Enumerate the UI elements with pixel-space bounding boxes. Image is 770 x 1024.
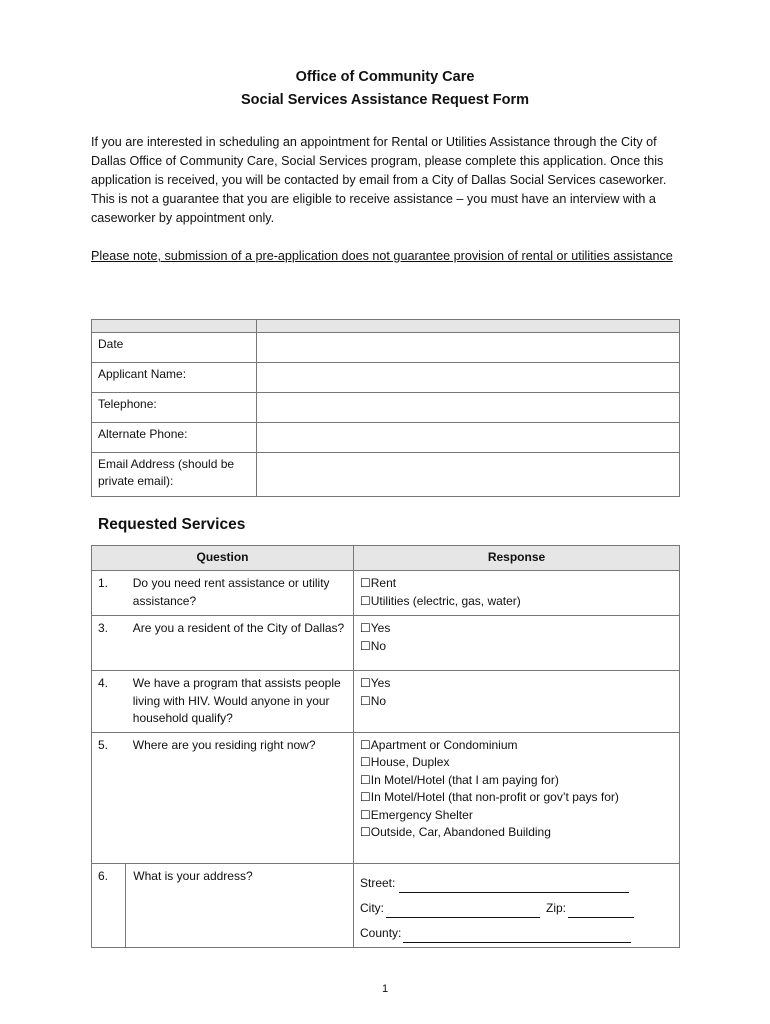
option-label: In Motel/Hotel (that I am paying for) bbox=[370, 772, 559, 787]
field-row-email bbox=[92, 453, 680, 497]
field-label-date: Date bbox=[92, 333, 257, 363]
question-text: Are you a resident of the City of Dallas? bbox=[126, 616, 354, 671]
option-no[interactable] bbox=[360, 638, 673, 656]
checkbox-icon[interactable]: ☐ bbox=[360, 790, 371, 804]
response-column-header: Response bbox=[354, 546, 680, 571]
option-label: No bbox=[370, 693, 387, 708]
county-label: County: bbox=[360, 926, 402, 940]
field-label-email: Email Address (should be private email): bbox=[92, 453, 257, 497]
checkbox-icon[interactable]: ☐ bbox=[360, 737, 371, 752]
checkbox-icon[interactable]: ☐ bbox=[360, 576, 371, 590]
field-label-alternate-phone: Alternate Phone: bbox=[92, 423, 257, 453]
option-yes[interactable] bbox=[360, 620, 673, 638]
option-label: Apartment or Condominium bbox=[370, 737, 518, 752]
question-row bbox=[92, 616, 680, 671]
header-cell-value bbox=[257, 320, 680, 333]
services-header-row bbox=[92, 546, 680, 571]
applicant-info-header-row bbox=[92, 320, 680, 333]
applicant-name-input[interactable] bbox=[257, 363, 680, 393]
option-label: Emergency Shelter bbox=[370, 807, 473, 822]
option-label: House, Duplex bbox=[370, 755, 450, 769]
applicant-info-table bbox=[91, 319, 680, 497]
page-title: Office of Community Care bbox=[295, 69, 475, 85]
checkbox-icon[interactable]: ☐ bbox=[360, 755, 371, 769]
response-cell bbox=[354, 616, 680, 671]
street-input[interactable] bbox=[399, 878, 629, 893]
page-subtitle: Social Services Assistance Request Form bbox=[241, 92, 529, 108]
checkbox-icon[interactable]: ☐ bbox=[360, 825, 371, 839]
field-label-telephone: Telephone: bbox=[92, 393, 257, 423]
option-outside[interactable] bbox=[360, 824, 673, 842]
option-label: Outside, Car, Abandoned Building bbox=[370, 825, 551, 839]
alternate-phone-input[interactable] bbox=[257, 423, 680, 453]
option-label: No bbox=[370, 638, 387, 653]
question-number: 6. bbox=[92, 863, 126, 947]
option-house[interactable] bbox=[360, 754, 673, 772]
question-row bbox=[92, 671, 680, 733]
county-line bbox=[360, 924, 673, 943]
page-number: 1 bbox=[381, 983, 389, 995]
option-yes[interactable] bbox=[360, 675, 673, 693]
street-label: Street: bbox=[360, 876, 396, 890]
field-row-telephone bbox=[92, 393, 680, 423]
checkbox-icon[interactable]: ☐ bbox=[360, 693, 371, 708]
city-zip-line bbox=[360, 899, 673, 918]
option-label: In Motel/Hotel (that non-profit or gov’t pays for) bbox=[370, 790, 619, 804]
field-row-date bbox=[92, 333, 680, 363]
address-question-row bbox=[92, 863, 680, 947]
city-input[interactable] bbox=[386, 903, 540, 918]
date-input[interactable] bbox=[257, 333, 680, 363]
checkbox-icon[interactable]: ☐ bbox=[360, 676, 371, 690]
option-rent[interactable] bbox=[360, 575, 673, 593]
disclaimer-note: Please note, submission of a pre-application does not guarantee provision of rental or utilities assistance bbox=[91, 249, 673, 263]
street-line bbox=[360, 874, 673, 893]
option-motel-agency-paid[interactable] bbox=[360, 789, 673, 807]
telephone-input[interactable] bbox=[257, 393, 680, 423]
response-cell bbox=[354, 571, 680, 616]
city-label: City: bbox=[360, 901, 384, 915]
question-text: Where are you residing right now? bbox=[126, 732, 354, 863]
response-cell bbox=[354, 732, 680, 863]
question-text: What is your address? bbox=[126, 863, 354, 947]
response-cell bbox=[354, 671, 680, 733]
question-number: 3. bbox=[92, 616, 126, 671]
field-row-alternate-phone bbox=[92, 423, 680, 453]
question-column-header: Question bbox=[92, 546, 354, 571]
option-label: Utilities (electric, gas, water) bbox=[370, 593, 521, 608]
county-input[interactable] bbox=[403, 928, 631, 943]
option-label: Yes bbox=[370, 621, 391, 635]
field-label-applicant-name: Applicant Name: bbox=[92, 363, 257, 393]
checkbox-icon[interactable]: ☐ bbox=[360, 772, 371, 787]
checkbox-icon[interactable]: ☐ bbox=[360, 807, 371, 822]
field-row-applicant-name bbox=[92, 363, 680, 393]
option-apartment[interactable] bbox=[360, 737, 673, 755]
header-cell-label bbox=[92, 320, 257, 333]
option-label: Rent bbox=[370, 576, 397, 590]
option-label: Yes bbox=[370, 676, 391, 690]
question-number: 4. bbox=[92, 671, 126, 733]
checkbox-icon[interactable]: ☐ bbox=[360, 593, 371, 608]
checkbox-icon[interactable]: ☐ bbox=[360, 638, 371, 653]
question-text: Do you need rent assistance or utility assistance? bbox=[126, 571, 354, 616]
intro-paragraph: If you are interested in scheduling an appointment for Rental or Utilities Assistance through the City of Dallas Office of Community Care, Social Services program, please complete this application. Once this application is received, you will be contacted by email from a City of Dallas Social Services caseworker. This is not a guarantee that you are eligible to receive assistance – you must have an interview with a caseworker by appointment only. bbox=[91, 135, 667, 225]
option-no[interactable] bbox=[360, 693, 673, 711]
requested-services-table bbox=[91, 545, 680, 948]
checkbox-icon[interactable]: ☐ bbox=[360, 621, 371, 635]
option-emergency-shelter[interactable] bbox=[360, 807, 673, 825]
question-number: 1. bbox=[92, 571, 126, 616]
question-row bbox=[92, 571, 680, 616]
zip-input[interactable] bbox=[568, 903, 634, 918]
address-response-cell bbox=[354, 863, 680, 947]
question-number: 5. bbox=[92, 732, 126, 863]
question-row bbox=[92, 732, 680, 863]
zip-label: Zip: bbox=[546, 901, 567, 915]
email-input[interactable] bbox=[257, 453, 680, 497]
option-motel-self-paid[interactable] bbox=[360, 772, 673, 790]
option-utilities[interactable] bbox=[360, 593, 673, 611]
requested-services-heading: Requested Services bbox=[98, 516, 246, 533]
question-text: We have a program that assists people living with HIV. Would anyone in your household qualify? bbox=[126, 671, 354, 733]
